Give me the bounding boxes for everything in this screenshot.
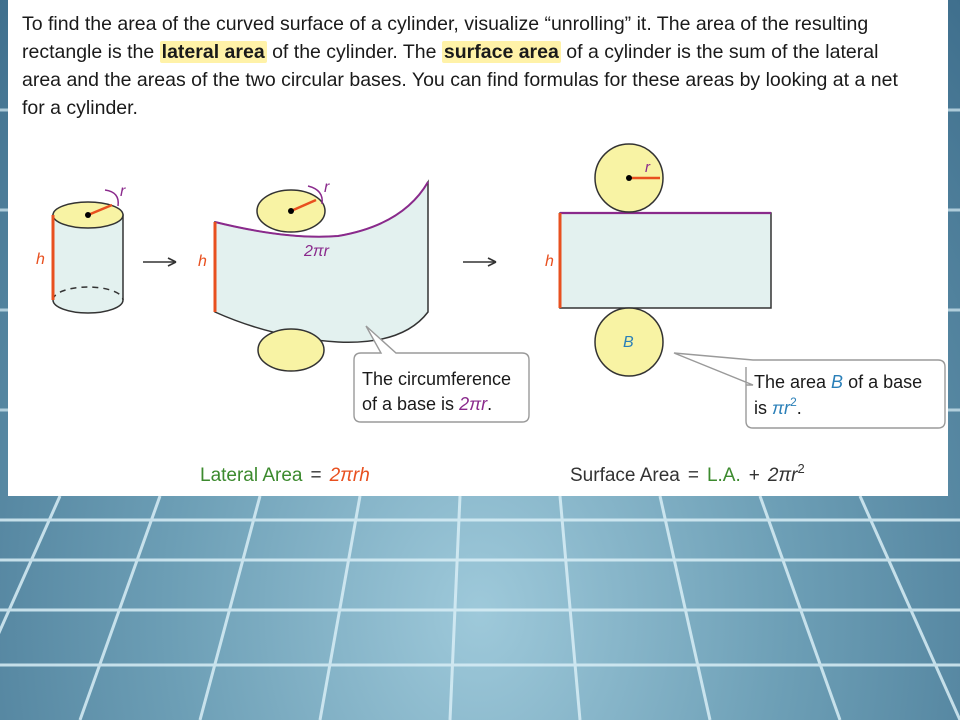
surface-area-formula: Surface Area = L.A. + $2\pi r^2$ xyxy=(570,461,805,486)
base-callout-line2: is $\pi r^2$. xyxy=(754,395,802,418)
intro-text-3: of a cylinder is the sum of the lateral area and the areas of the two circular bases. You can find formulas for these areas by looking at a net for a cylinder. xyxy=(22,41,898,119)
net-figure xyxy=(545,144,771,376)
intro-text-1: To find the area of the curved surface of a cylinder, visualize “unrolling” it. The area of the resulting rectangle is the xyxy=(22,13,869,63)
arrow-icon xyxy=(463,258,496,266)
base-area-label: B xyxy=(623,334,634,351)
intro-text-2: of the cylinder. The xyxy=(266,41,442,63)
cylinder-net-figure xyxy=(8,0,948,496)
term-lateral-area: lateral area xyxy=(161,41,265,63)
circumference-label: 2πr xyxy=(304,243,329,260)
circumference-callout-line2: of a base is 2πr. xyxy=(362,394,493,414)
circumference-callout-line1: The circumference xyxy=(362,369,512,389)
textbook-panel xyxy=(8,0,948,496)
cylinder-height-label: h xyxy=(36,251,45,268)
circumference-callout xyxy=(354,326,529,422)
net-radius-label: r xyxy=(645,159,650,176)
unroll-height-label: h xyxy=(198,253,207,270)
base-area-callout xyxy=(674,353,945,428)
unrolling-figure xyxy=(198,179,428,371)
term-surface-area: surface area xyxy=(443,41,559,63)
cylinder-figure xyxy=(36,183,126,313)
lateral-area-formula: Lateral Area = 2πrh xyxy=(200,465,370,486)
base-callout-line1: The area B of a base xyxy=(754,372,923,392)
cylinder-radius-label: r xyxy=(120,183,126,200)
unroll-radius-label: r xyxy=(324,179,330,196)
net-height-label: h xyxy=(545,253,554,270)
arrow-icon xyxy=(143,258,176,266)
